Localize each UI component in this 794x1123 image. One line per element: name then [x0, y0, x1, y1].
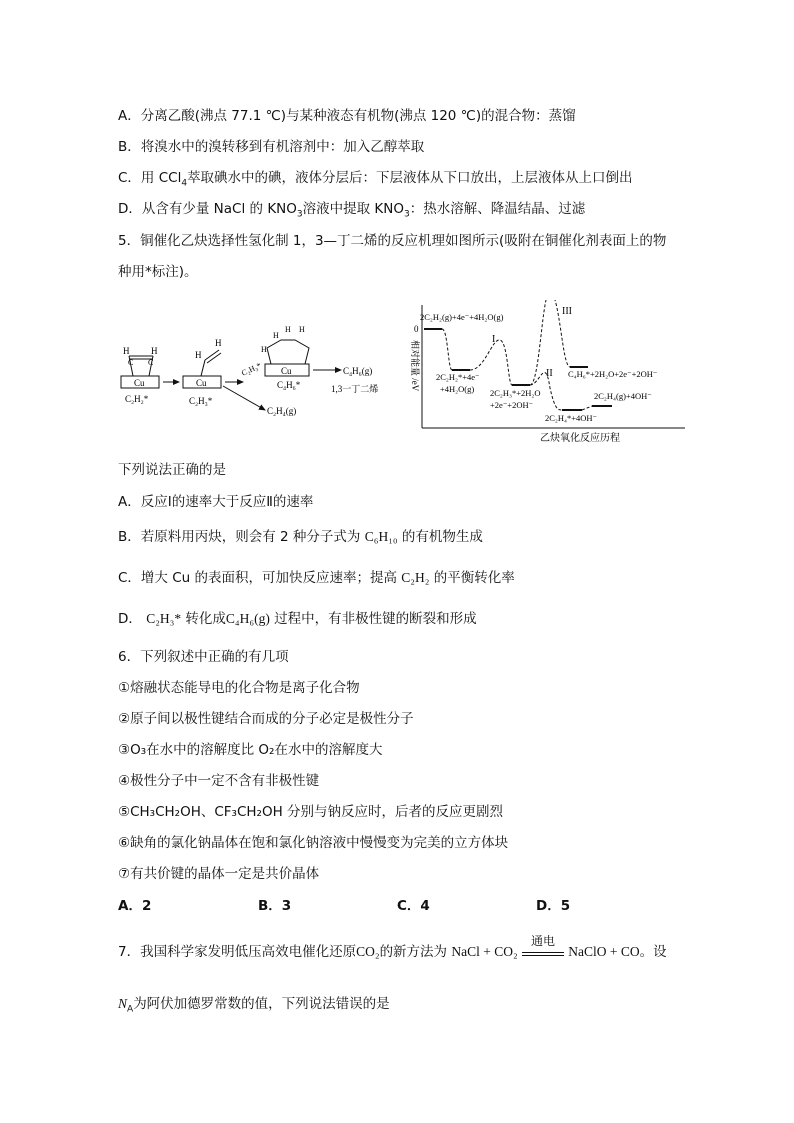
equation-arrow: 通电 [522, 946, 564, 956]
svg-text:H: H [261, 345, 267, 354]
q4-option-d: D．从含有少量 NaCl 的 $KNO_3$溶液中提取 $KNO_3$：热水溶解、降温结晶、过滤 [118, 201, 586, 220]
q5-option-b: B．若原料用丙炔，则会有 2 种分子式为 C₆H₁₀ 的有机物生成 [118, 529, 483, 545]
svg-text:C: C [128, 358, 134, 367]
species1-label: C₂H₂* [125, 394, 149, 404]
svg-text:Cu: Cu [281, 366, 292, 376]
q6-stem: 6．下列叙述中正确的有几项 [118, 649, 289, 665]
q7-stem: 7．我国科学家发明低压高效电催化还原CO₂的新方法为 NaCl + CO₂ 通电 NaClO + CO。设 [118, 934, 667, 960]
svg-text:H: H [151, 346, 158, 356]
path-ii-label: II [546, 368, 553, 379]
state4-label: 2C₂H₄(g)+4OH⁻ [594, 391, 652, 401]
path-i-label: I [492, 334, 496, 345]
q6-item-1: ①熔融状态能导电的化合物是离子化合物 [118, 680, 360, 696]
svg-text:H: H [299, 325, 305, 334]
zero-tick: 0 [414, 324, 419, 334]
q4-option-b: B．将溴水中的溴转移到有机溶剂中：加入乙醇萃取 [118, 139, 425, 155]
q6-item-6: ⑥缺角的氯化钠晶体在饱和氯化钠溶液中慢慢变为完美的立方体块 [118, 835, 509, 851]
cu-label-1: Cu [134, 378, 145, 388]
q6-item-7: ⑦有共价键的晶体一定是共价晶体 [118, 866, 320, 882]
q4-option-a: A．分离乙酸(沸点 77.1 ℃)与某种液态有机物(沸点 120 ℃)的混合物：蒸馏 [118, 108, 576, 124]
state1-label-b: +4H₂O(g) [440, 384, 475, 394]
svg-text:H: H [123, 346, 130, 356]
mechanism-diagram [115, 318, 415, 428]
arrow-label: C₂H₃* [240, 360, 263, 378]
q6-item-3: ③O₃在水中的溶解度比 O₂在水中的溶解度大 [118, 742, 383, 758]
state3-label: C₄H₆*+2H₂O+2e⁻+2OH⁻ [568, 369, 658, 379]
product2-label: C₂H₄(g) [267, 406, 297, 416]
q7-line2: $N_A$为阿伏加德罗常数的值，下列说法错误的是 [118, 996, 390, 1015]
q5-question: 下列说法正确的是 [118, 462, 226, 478]
q6-option-c: C．4 [397, 898, 430, 914]
svg-text:H: H [273, 331, 279, 340]
q5-option-c: C．增大 Cu 的表面积，可加快反应速率；提高 C₂H₂ 的平衡转化率 [118, 570, 515, 586]
species2-label: C₂H₃* [189, 396, 213, 406]
x-axis-label: 乙炔氧化反应历程 [540, 433, 620, 444]
svg-text:H: H [215, 338, 222, 348]
equation-right: NaClO + CO [568, 944, 640, 959]
q6-item-5: ⑤CH₃CH₂OH、CF₃CH₂OH 分别与钠反应时，后者的反应更剧烈 [118, 804, 504, 820]
species3-label: C₄H₆* [277, 380, 301, 390]
q5-option-d: D． C₂H₃* 转化成C₄H₆(g) 过程中，有非极性键的断裂和形成 [118, 611, 477, 627]
svg-text:H: H [285, 325, 291, 334]
q6-item-2: ②原子间以极性键结合而成的分子必定是极性分子 [118, 711, 414, 727]
y-axis-label: 相对能量 /eV [410, 340, 420, 392]
equation-left: NaCl + CO₂ [451, 944, 518, 959]
state1-label-a: 2C₂H₂*+4e⁻ [436, 372, 480, 382]
state2-label-b: +2e⁻+2OH⁻ [490, 400, 534, 410]
state0-label: 2C₂H₂(g)+4e⁻+4H₂O(g) [420, 312, 504, 322]
state2-label-a: 2C₂H₃*+2H₂O [490, 388, 541, 398]
q5-stem-line2: 种用*标注)。 [118, 264, 198, 280]
svg-text:C: C [148, 358, 154, 367]
product1-name: 1,3一丁二烯 [331, 384, 379, 394]
q6-option-d: D．5 [536, 898, 571, 914]
product1-label: C₄H₆(g) [343, 366, 373, 376]
path-iii-label: III [562, 306, 572, 317]
q6-option-a: A．2 [118, 898, 152, 914]
svg-text:H: H [195, 350, 202, 360]
energy-profile-diagram [400, 300, 700, 450]
q5-stem-line1: 5．铜催化乙炔选择性氢化制 1，3—丁二烯的反应机理如图所示(吸附在铜催化剂表面上的物 [118, 233, 667, 249]
svg-text:Cu: Cu [196, 378, 207, 388]
q5-option-a: A．反应Ⅰ的速率大于反应Ⅱ的速率 [118, 494, 314, 510]
state5-label: 2C₂H₄*+4OH⁻ [545, 413, 598, 423]
q6-option-b: B．3 [258, 898, 292, 914]
q6-item-4: ④极性分子中一定不含有非极性键 [118, 773, 320, 789]
q4-option-c: C．用 CCl$_4$萃取碘水中的碘，液体分层后：下层液体从下口放出，上层液体从上口倒出 [118, 170, 633, 189]
